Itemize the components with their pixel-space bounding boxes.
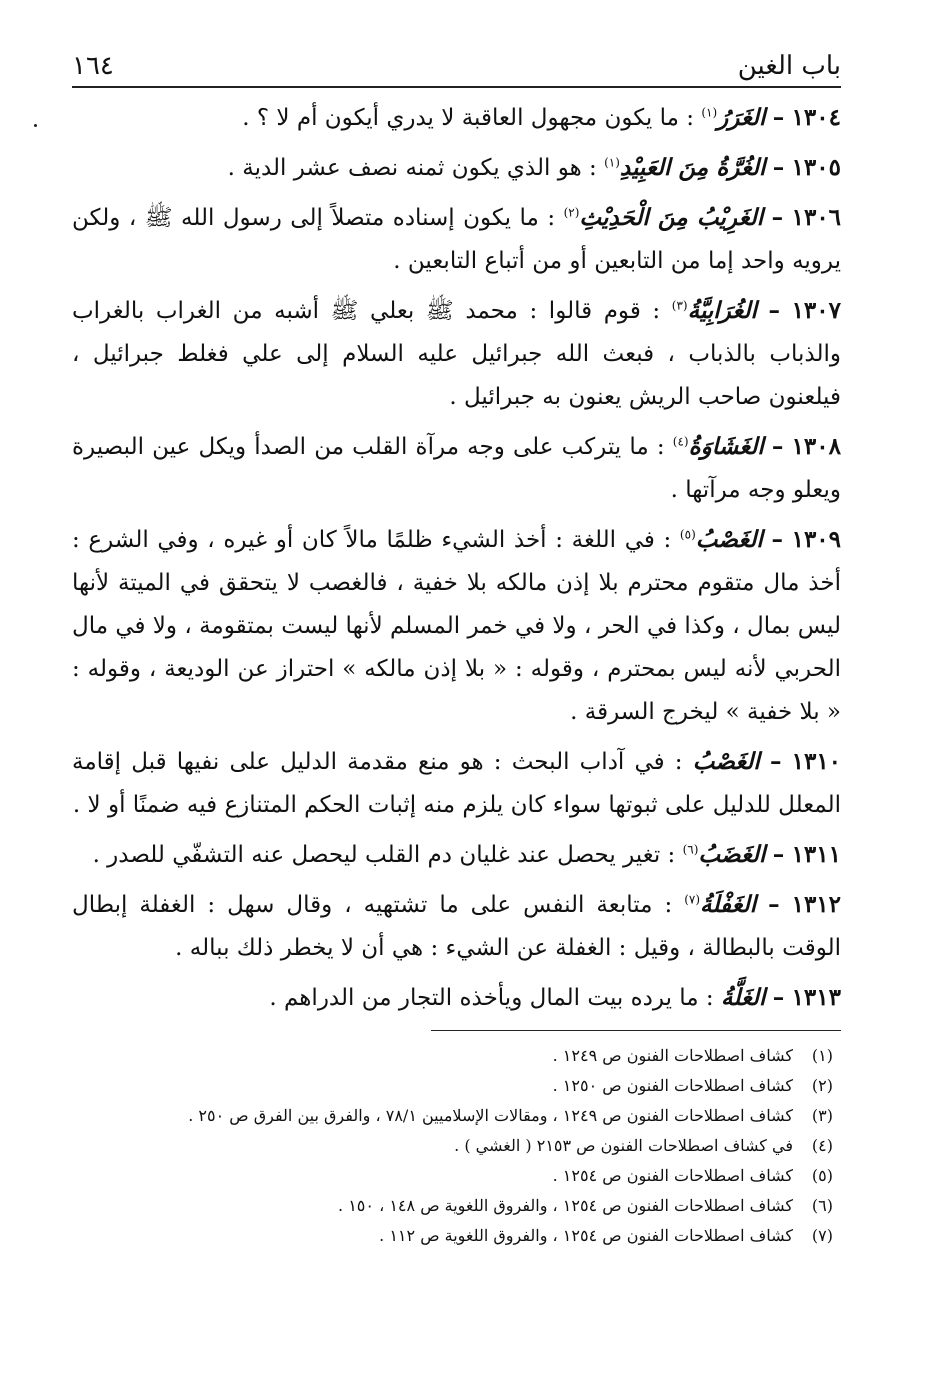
footnote-text: كشاف اصطلاحات الفنون ص ١٢٥٠ . (552, 1076, 793, 1095)
entry-definition: : ما يكون إسناده متصلاً إلى رسول الله ﷺ ، ولكن يرويه واحد إما من التابعين أو من أتباع التابعين . (72, 205, 841, 274)
entry-1308: ١٣٠٨ – الغَشَاوَةُ$^{(٤)}$ : ما يتركب على وجه مرآة القلب من الصدأ ويكل عين البصيرة ويعلو وجه مرآتها . (72, 433, 841, 503)
entry-1312: ١٣١٢ – الغَفْلَةُ$^{(٧)}$ : متابعة النفس على ما تشتهيه ، وقال سهل : الغفلة إبطال الوقت بالبطالة ، وقيل : الغفلة عن الشيء : هي أن لا يخطر ذلك بباله . (72, 891, 842, 961)
entry-definition: : تغير يحصل عند غليان دم القلب ليحصل عنه التشفّي للصدر . (92, 842, 676, 868)
entry-term: الغَصْبُ (695, 526, 763, 553)
entry-number: ١٣١٠ (791, 748, 842, 775)
footnote-ref[interactable]: (٦) (682, 842, 699, 857)
entry-number: ١٣٠٤ (791, 104, 841, 131)
entry-term: الغَشَاوَةُ (688, 433, 764, 460)
footnote-ref[interactable]: (٥) (679, 527, 696, 542)
entry-1313: ١٣١٣ – الغَلَّةُ : ما يرده بيت المال ويأخذه التجار من الدراهم . (269, 984, 841, 1011)
entry-definition: : ما يكون مجهول العاقبة لا يدري أيكون أم لا ؟ . (242, 105, 695, 131)
footnote-ref[interactable]: (١) (604, 155, 620, 170)
entry-1309: ١٣٠٩ – الغَصْبُ$^{(٥)}$ : في اللغة : أخذ الشيء ظلمًا مالاً كان أو غيره ، وفي الشرع : أخذ مال متقوم محترم بلا إذن مالكه بلا خفية ، فالغصب لا يتحقق في الميتة لأنها ليس بمال ، وكذا في الحر ، ولا في خمر المسلم لأنها ليست بمتقومة ، ولا في مال الحربي لأنه ليس بمحترم ، وقوله : « بلا إذن مالكه » احتراز عن الوديعة ، وقوله : « بلا خفية » ليخرج السرقة . (71, 526, 842, 725)
footnote-ref[interactable]: (١) (701, 105, 718, 120)
chapter-title: باب الغين (737, 51, 841, 81)
footnote-ref[interactable]: (٢) (563, 205, 580, 220)
footnote-text: كشاف اصطلاحات الفنون ص ١٢٤٩ . (552, 1046, 793, 1065)
footnote-2 (72, 1071, 833, 1101)
entry-1305: ١٣٠٥ – الغُرَّةُ مِنَ العَبِيْدِ$^{(١)}$ : هو الذي يكون ثمنه نصف عشر الدية . (227, 154, 841, 181)
footnote-text: في كشاف اصطلاحات الفنون ص ٢١٥٣ ( الغشي ) . (454, 1136, 793, 1155)
footnote-number: (٤) (811, 1136, 833, 1155)
footnote-divider (431, 1030, 841, 1031)
entry-number: ١٣٠٨ (791, 433, 841, 460)
entry-definition: : ما يتركب على وجه مرآة القلب من الصدأ ويكل عين البصيرة ويعلو وجه مرآتها . (72, 434, 841, 503)
page-header (72, 48, 841, 88)
entry-definition: : ما يرده بيت المال ويأخذه التجار من الدراهم . (269, 985, 714, 1011)
entry-definition: : في اللغة : أخذ الشيء ظلمًا مالاً كان أو غيره ، وفي الشرع : أخذ مال متقوم محترم بلا إذن مالكه بلا خفية ، فالغصب لا يتحقق في الميتة لأنها ليس بمال ، وكذا في الحر ، ولا في خمر المسلم لأنها ليست بمتقومة ، ولا في مال الحربي لأنه ليس بمحترم ، وقوله : « بلا إذن مالكه » احتراز عن الوديعة ، وقوله : « بلا خفية » ليخرج السرقة . (71, 527, 841, 725)
entry-1307: ١٣٠٧ – الغُرَابِيَّةُ$^{(٣)}$ : قوم قالوا : محمد ﷺ بعلي ﷺ أشبه من الغراب بالغراب والذباب بالذباب ، فبعث الله جبرائيل عليه السلام إلى علي فغلط جبرائيل ، فيلعنون صاحب الريش يعنون به جبرائيل . (72, 297, 841, 410)
footnote-ref[interactable]: (٤) (672, 434, 689, 449)
footnote-3 (72, 1101, 833, 1131)
entry-1311: ١٣١١ – الغَضَبُ$^{(٦)}$ : تغير يحصل عند غليان دم القلب ليحصل عنه التشفّي للصدر . (92, 841, 841, 868)
footnote-ref[interactable]: (٣) (671, 298, 688, 313)
entry-1310: ١٣١٠ – الغَصْبُ : في آداب البحث : هو منع مقدمة الدليل على نفيها قبل إقامة المعلل للدليل على ثبوتها سواء كان يلزم منه إثبات الحكم المتنازع فيه ضمنًا أو لا . (72, 748, 842, 818)
entry-1304: ١٣٠٤ – الغَرَرُ$^{(١)}$ : ما يكون مجهول العاقبة لا يدري أيكون أم لا ؟ . (242, 104, 841, 131)
footnote-7 (72, 1221, 833, 1251)
entry-number: ١٣٠٧ (791, 297, 841, 324)
footnote-number: (٥) (811, 1166, 833, 1185)
footnote-text: كشاف اصطلاحات الفنون ص ١٢٥٤ . (552, 1166, 793, 1185)
entry-term: الغَصْبُ (692, 748, 760, 775)
entry-term: الغَرَرُ (717, 104, 766, 131)
footnote-ref[interactable]: (٧) (684, 892, 701, 907)
footnote-5 (72, 1161, 833, 1191)
entries-list (72, 96, 841, 1020)
footnotes-list (72, 1041, 841, 1251)
entry-number: ١٣١٣ (791, 984, 841, 1011)
footnote-4 (72, 1131, 833, 1161)
footnote-number: (١) (811, 1046, 833, 1065)
footnote-6 (72, 1191, 833, 1221)
footnote-1 (72, 1041, 833, 1071)
footnote-number: (٦) (811, 1196, 833, 1215)
page-number: ١٦٤ (72, 51, 114, 81)
footnote-text: كشاف اصطلاحات الفنون ص ١٢٥٤ ، والفروق اللغوية ص ١٤٨ ، ١٥٠ . (338, 1196, 793, 1215)
footnote-number: (٣) (811, 1106, 833, 1125)
entry-number: ١٣١١ (791, 841, 841, 868)
entry-term: الغَلَّةُ (721, 984, 766, 1011)
entry-term: الغَرِيْبُ مِنَ الْحَدِيْثِ (579, 204, 764, 231)
entry-definition: : هو الذي يكون ثمنه نصف عشر الدية . (227, 155, 597, 181)
entry-1306: ١٣٠٦ – الغَرِيْبُ مِنَ الْحَدِيْثِ$^{(٢)}$ : ما يكون إسناده متصلاً إلى رسول الله ﷺ ، ولكن يرويه واحد إما من التابعين أو من أتباع التابعين . (72, 204, 842, 274)
entry-term: الغُرَّةُ مِنَ العَبِيْدِ (619, 154, 766, 181)
entry-number: ١٣١٢ (791, 891, 842, 918)
entry-number: ١٣٠٦ (791, 204, 842, 231)
footnote-text: كشاف اصطلاحات الفنون ص ١٢٤٩ ، ومقالات الإسلاميين ٧٨/١ ، والفرق بين الفرق ص ٢٥٠ . (188, 1106, 793, 1125)
entry-definition: : قوم قالوا : محمد ﷺ بعلي ﷺ أشبه من الغراب بالغراب والذباب بالذباب ، فبعث الله جبرائيل عليه السلام إلى علي فغلط جبرائيل ، فيلعنون صاحب الريش يعنون به جبرائيل . (72, 298, 841, 410)
footnote-number: (٧) (811, 1226, 833, 1245)
entry-definition: : متابعة النفس على ما تشتهيه ، وقال سهل : الغفلة إبطال الوقت بالبطالة ، وقيل : الغفلة عن الشيء : هي أن لا يخطر ذلك بباله . (72, 892, 841, 961)
footnote-number: (٢) (811, 1076, 833, 1095)
entry-number: ١٣٠٥ (791, 154, 841, 181)
entry-number: ١٣٠٩ (791, 526, 842, 553)
entry-definition: : في آداب البحث : هو منع مقدمة الدليل على نفيها قبل إقامة المعلل للدليل على ثبوتها سواء كان يلزم منه إثبات الحكم المتنازع فيه ضمنًا أو لا . (72, 749, 841, 818)
entry-term: الغُرَابِيَّةُ (687, 297, 757, 324)
footnote-text: كشاف اصطلاحات الفنون ص ١٢٥٤ ، والفروق اللغوية ص ١١٢ . (379, 1226, 793, 1245)
entry-term: الغَضَبُ (698, 841, 766, 868)
scan-speck (34, 124, 37, 127)
entry-term: الغَفْلَةُ (700, 891, 757, 918)
